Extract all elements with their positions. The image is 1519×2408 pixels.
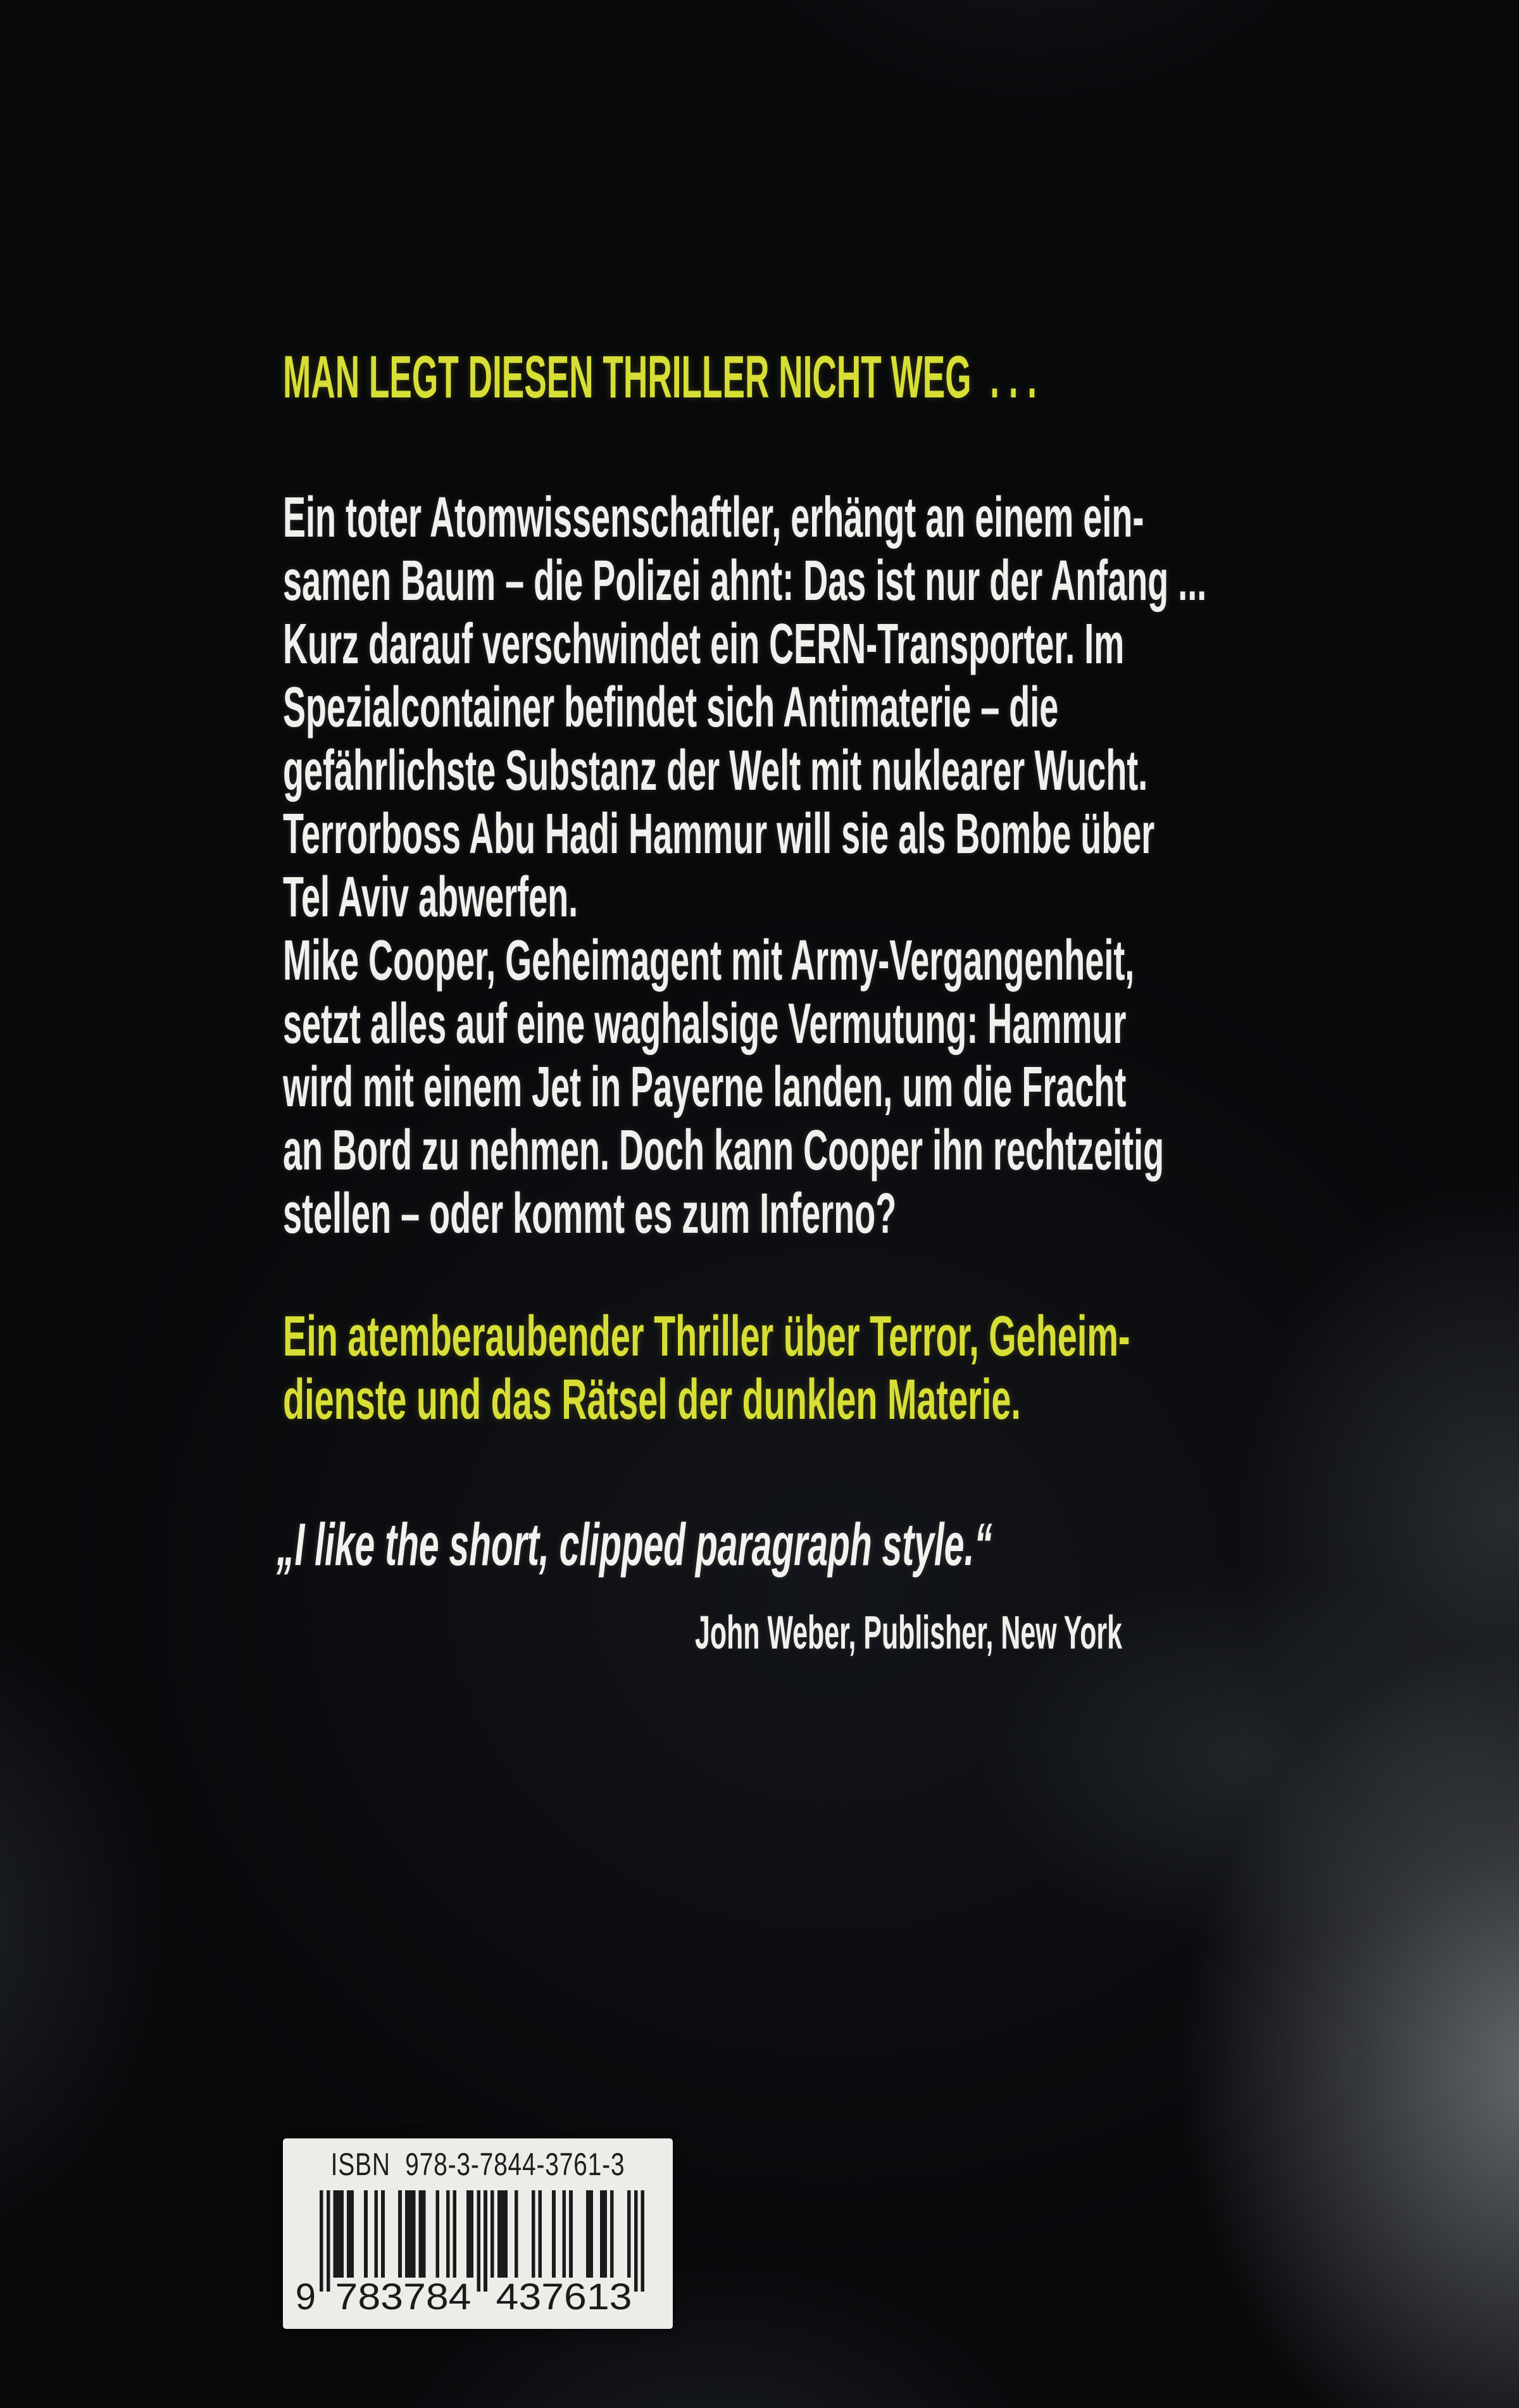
synopsis-line: Ein toter Atomwissenschaftler, erhängt an einem ein- [283, 486, 1144, 549]
synopsis-line: stellen – oder kommt es zum Inferno? [283, 1182, 897, 1245]
cover-headline: MAN LEGT DIESEN THRILLER NICHT WEG . . . [283, 344, 1037, 411]
isbn-label [283, 2138, 673, 2329]
ean-barcode [288, 2190, 668, 2317]
synopsis-line: Mike Cooper, Geheimagent mit Army-Vergangenheit, [283, 929, 1135, 992]
isbn-text [326, 2146, 630, 2183]
synopsis-line: wird mit einem Jet in Payerne landen, um die Fracht [283, 1056, 1127, 1119]
synopsis-line: samen Baum – die Polizei ahnt: Das ist nur der Anfang ... [283, 549, 1207, 613]
synopsis-line: Spezialcontainer befindet sich Antimaterie – die [283, 676, 1059, 739]
isbn-number: 978-3-7844-3761-3 [405, 2147, 625, 2182]
synopsis-line: Tel Aviv abwerfen. [283, 866, 578, 929]
isbn-prefix: ISBN [330, 2147, 391, 2182]
highlight-paragraph [283, 1305, 1130, 1432]
svg-text:437613: 437613 [496, 2276, 632, 2317]
synopsis-line: Terrorboss Abu Hadi Hammur will sie als Bombe über [283, 802, 1155, 866]
review-quote: „I like the short, clipped paragraph style.“ [277, 1511, 992, 1578]
review-quote-attribution: John Weber, Publisher, New York [695, 1606, 1123, 1659]
highlight-line: dienste und das Rätsel der dunklen Materie. [283, 1368, 1021, 1432]
svg-text:783784: 783784 [335, 2276, 472, 2317]
synopsis-line: setzt alles auf eine waghalsige Vermutung: Hammur [283, 992, 1127, 1056]
synopsis-line: an Bord zu nehmen. Doch kann Cooper ihn rechtzeitig [283, 1119, 1165, 1182]
synopsis-line: Kurz darauf verschwindet ein CERN-Transporter. Im [283, 613, 1125, 676]
synopsis-paragraph [283, 486, 1206, 1245]
highlight-line: Ein atemberaubender Thriller über Terror, Geheim- [283, 1305, 1130, 1368]
synopsis-line: gefährlichste Substanz der Welt mit nuklearer Wucht. [283, 739, 1148, 802]
svg-text:9: 9 [295, 2276, 316, 2317]
